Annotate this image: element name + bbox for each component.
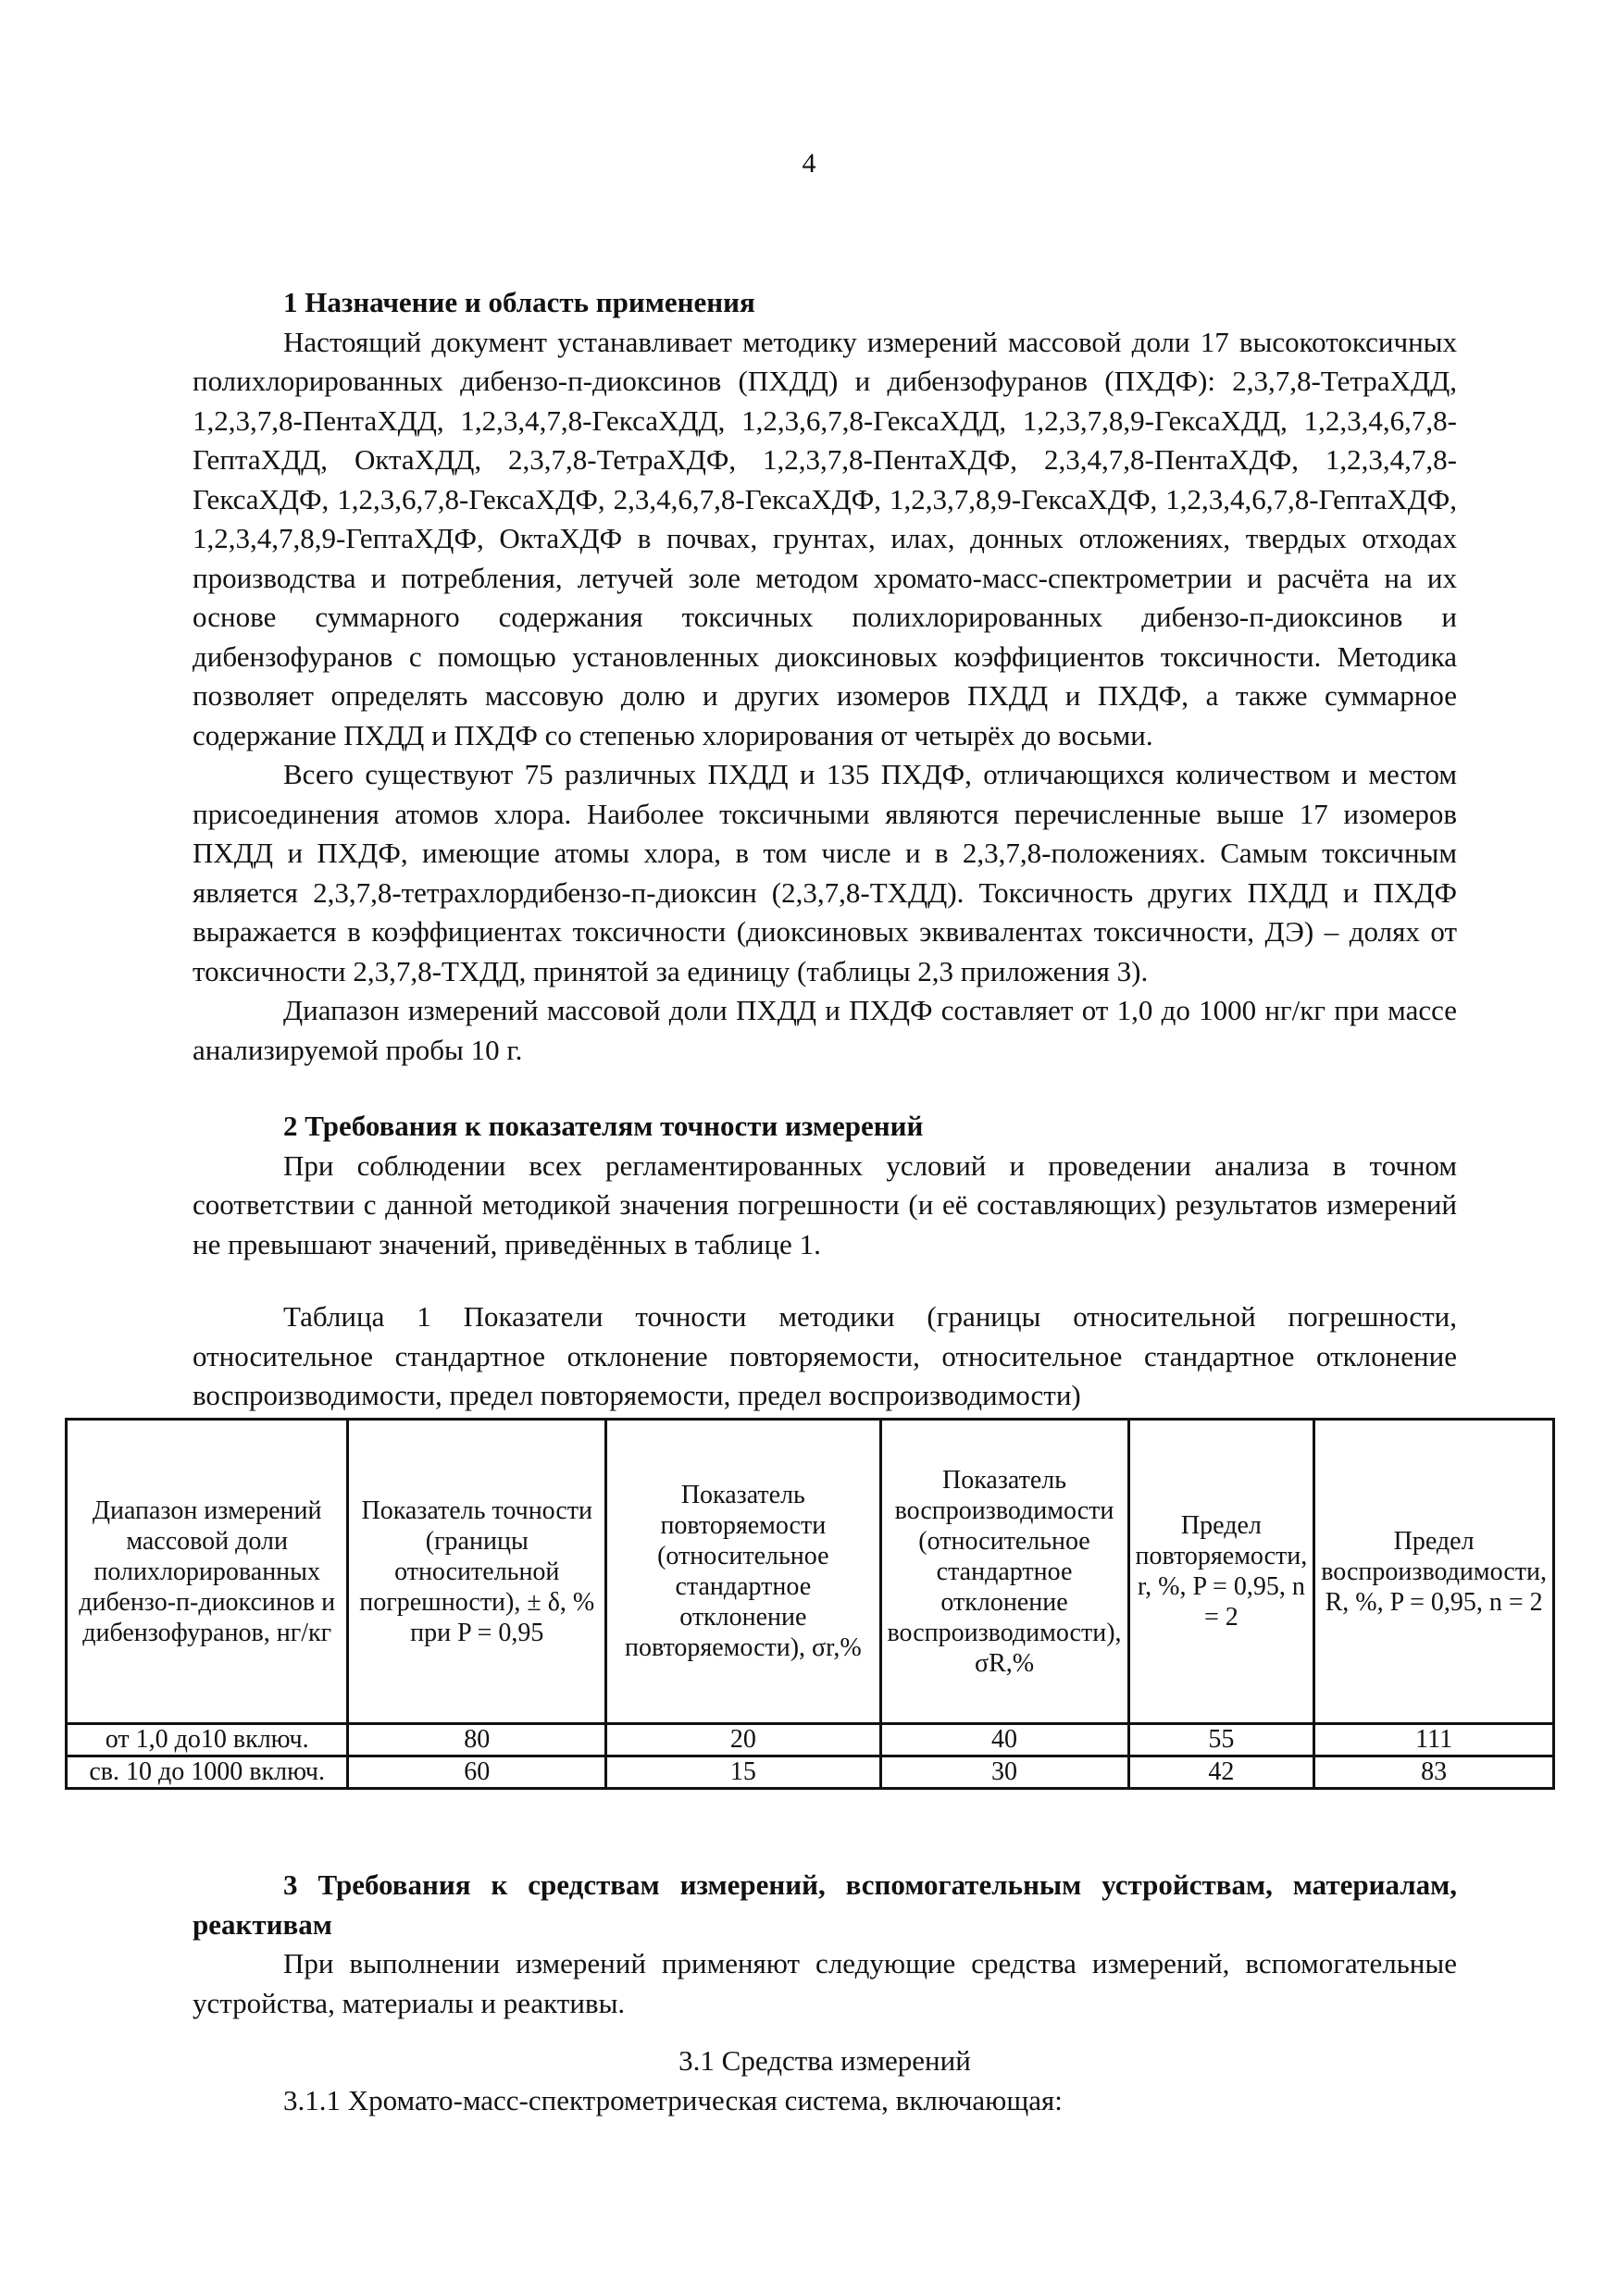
header-reproducibility-limit: Предел воспроизводимости, R, %, P = 0,95, n = 2 [1314, 1420, 1554, 1724]
table-cell: 55 [1128, 1724, 1314, 1756]
table-cell: 60 [348, 1756, 606, 1789]
table-1-caption: Таблица 1 Показатели точности методики (границы относительной погрешности, относительное стандартное отклонение повторяемости, относительное стандартное отклонение воспроизводимости, предел повторяемости, предел воспроизводимости) [193, 1300, 1457, 1411]
page-number: 4 [802, 148, 816, 179]
section-1-paragraph-2: Всего существуют 75 различных ПХДД и 135 ПХДФ, отличающихся количеством и местом присоединения атомов хлора. Наиболее токсичными являются перечисленные выше 17 изомеров ПХДД и ПХДФ, имеющие атомы хлора, в том числе и в 2,3,7,8-положениях. Самым токсичным является 2,3,7,8-тетрахлордибензо-п-диоксин (2,3,7,8-ТХДД). Токсичность других ПХДД и ПХДФ выражается в коэффициентах токсичности (диоксиновых эквивалентах токсичности, ДЭ) – долях от токсичности 2,3,7,8-ТХДД, принятой за единицу (таблицы 2,3 приложения 3). [193, 758, 1457, 987]
table-cell: 42 [1128, 1756, 1314, 1789]
item-3-1-1: 3.1.1 Хромато-масс-спектрометрическая система, включающая: [283, 2083, 1063, 2116]
header-repeatability-limit: Предел повторяемости, r, %, P = 0,95, n = 2 [1128, 1420, 1314, 1724]
header-repeatability: Показатель повторяемости (относительное стандартное отклонение повторяемости), σr,% [606, 1420, 880, 1724]
section-2-heading: 2 Требования к показателям точности измерений [283, 1110, 924, 1142]
section-1 [193, 283, 1457, 1070]
section-2-paragraph: При соблюдении всех регламентированных условий и проведении анализа в точном соответствии с данной методикой значения погрешности (и её составляющих) результатов измерений не превышают значений, приведённых в таблице 1. [193, 1148, 1457, 1260]
section-1-paragraph-1: Настоящий документ устанавливает методику измерений массовой доли 17 высокотоксичных полихлорированных дибензо-п-диоксинов (ПХДД) и дибензофуранов (ПХДФ): 2,3,7,8-ТетраХДД, 1,2,3,7,8-ПентаХДД, 1,2,3,4,7,8-ГексаХДД, 1,2,3,6,7,8-ГексаХДД, 1,2,3,7,8,9-ГексаХДД, 1,2,3,4,6,7,8-ГептаХДД, ОктаХДД, 2,3,7,8-ТетраХДФ, 1,2,3,7,8-ПентаХДФ, 2,3,4,7,8-ПентаХДФ, 1,2,3,4,7,8-ГексаХДФ, 1,2,3,6,7,8-ГексаХДФ, 2,3,4,6,7,8-ГексаХДФ, 1,2,3,7,8,9-ГексаХДФ, 1,2,3,4,6,7,8-ГептаХДФ, 1,2,3,4,7,8,9-ГептаХДФ, ОктаХДФ в почвах, грунтах, илах, донных отложениях, твердых отходах производства и потребления, летучей золе методом хромато-масс-спектрометрии и расчёта на их основе суммарного содержания токсичных полихлорированных дибензо-п-диоксинов и дибензофуранов с помощью установленных диоксиновых коэффициентов токсичности. Методика позволяет определять массовую долю и других изомеров ПХДД и ПХДФ, а также суммарное содержание ПХДД и ПХДФ со степенью хлорирования от четырёх до восьми. [193, 325, 1457, 751]
table-cell: св. 10 до 1000 включ. [67, 1756, 348, 1789]
accuracy-table [65, 1418, 1555, 1790]
header-accuracy: Показатель точности (границы относительной погрешности), ± δ, % при P = 0,95 [348, 1420, 606, 1724]
table-cell: 83 [1314, 1756, 1554, 1789]
header-range: Диапазон измерений массовой доли полихлорированных дибензо-п-диоксинов и дибензофуранов, нг/кг [67, 1420, 348, 1724]
table-row [67, 1756, 1554, 1789]
subsection-3-1-heading: 3.1 Средства измерений [678, 2044, 971, 2077]
table-cell: 40 [880, 1724, 1128, 1756]
header-reproducibility: Показатель воспроизводимости (относительное стандартное отклонение воспроизводимости), σR,% [880, 1420, 1128, 1724]
table-cell: 20 [606, 1724, 880, 1756]
table-cell: 80 [348, 1724, 606, 1756]
table-cell: 111 [1314, 1724, 1554, 1756]
section-3-paragraph: При выполнении измерений применяют следующие средства измерений, вспомогательные устройства, материалы и реактивы. [193, 1947, 1457, 2019]
table-cell: 30 [880, 1756, 1128, 1789]
table-cell: от 1,0 до10 включ. [67, 1724, 348, 1756]
section-2 [193, 1107, 1457, 1416]
section-1-heading: 1 Назначение и область применения [283, 286, 755, 318]
section-3 [193, 1866, 1457, 2120]
section-1-paragraph-3: Диапазон измерений массовой доли ПХДД и ПХДФ составляет от 1,0 до 1000 нг/кг при массе анализируемой пробы 10 г. [193, 994, 1457, 1066]
section-3-heading: 3 Требования к средствам измерений, вспомогательным устройствам, материалам, реактивам [193, 1868, 1457, 1941]
table-header-row [67, 1420, 1554, 1724]
table-row [67, 1724, 1554, 1756]
table-cell: 15 [606, 1756, 880, 1789]
